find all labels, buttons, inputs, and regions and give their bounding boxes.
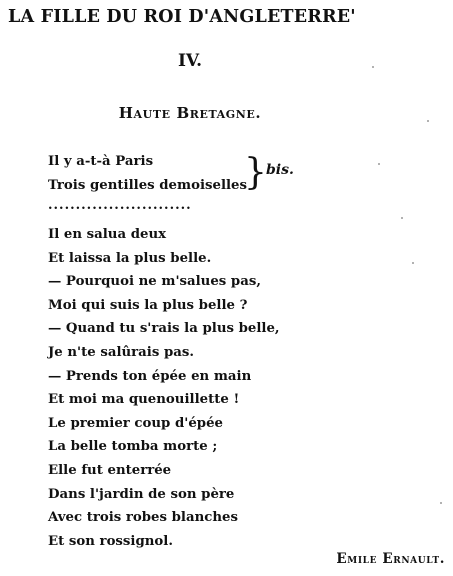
verse-line: Avec trois robes blanches [48, 510, 238, 526]
paper-speck [372, 66, 374, 68]
verse-line: Le premier coup d'épée [48, 415, 224, 431]
verse-line: — Prends ton épée en main [48, 368, 252, 384]
verse-line: Et son rossignol. [48, 533, 173, 549]
verse-line: La belle tomba morte ; [48, 439, 218, 455]
paper-speck [378, 163, 380, 165]
paper-speck [412, 262, 414, 264]
paper-speck [427, 120, 429, 122]
verse-line: Moi qui suis la plus belle ? [48, 297, 248, 313]
refrain-block [48, 150, 247, 198]
refrain-line: Il y a-t-à Paris [48, 154, 154, 169]
verse-block [48, 223, 280, 553]
verse-line: Il en salua deux [48, 227, 167, 242]
song-title: LA FILLE DU ROI D'ANGLETERRE' [8, 7, 356, 27]
paper-speck [401, 217, 403, 219]
region-heading: Haute Bretagne. [118, 104, 262, 122]
repeat-marker: bis. [266, 162, 294, 178]
refrain-brace: } [244, 152, 267, 193]
verse-line: Et moi ma quenouillette ! [48, 392, 240, 408]
verse-line: — Pourquoi ne m'salues pas, [48, 274, 261, 290]
refrain-line: Trois gentilles demoiselles [48, 178, 248, 193]
verse-line: Je n'te salûrais pas. [48, 344, 194, 360]
verse-line: Et laissa la plus belle. [48, 250, 212, 266]
verse-line: — Quand tu s'rais la plus belle, [48, 321, 280, 337]
section-numeral: IV. [177, 51, 203, 71]
ellipsis-line: .......................... [48, 198, 192, 213]
author-signature: Emile Ernault. [336, 551, 445, 567]
paper-speck [440, 502, 442, 504]
verse-line: Dans l'jardin de son père [48, 486, 235, 502]
verse-line: Elle fut enterrée [48, 462, 172, 478]
